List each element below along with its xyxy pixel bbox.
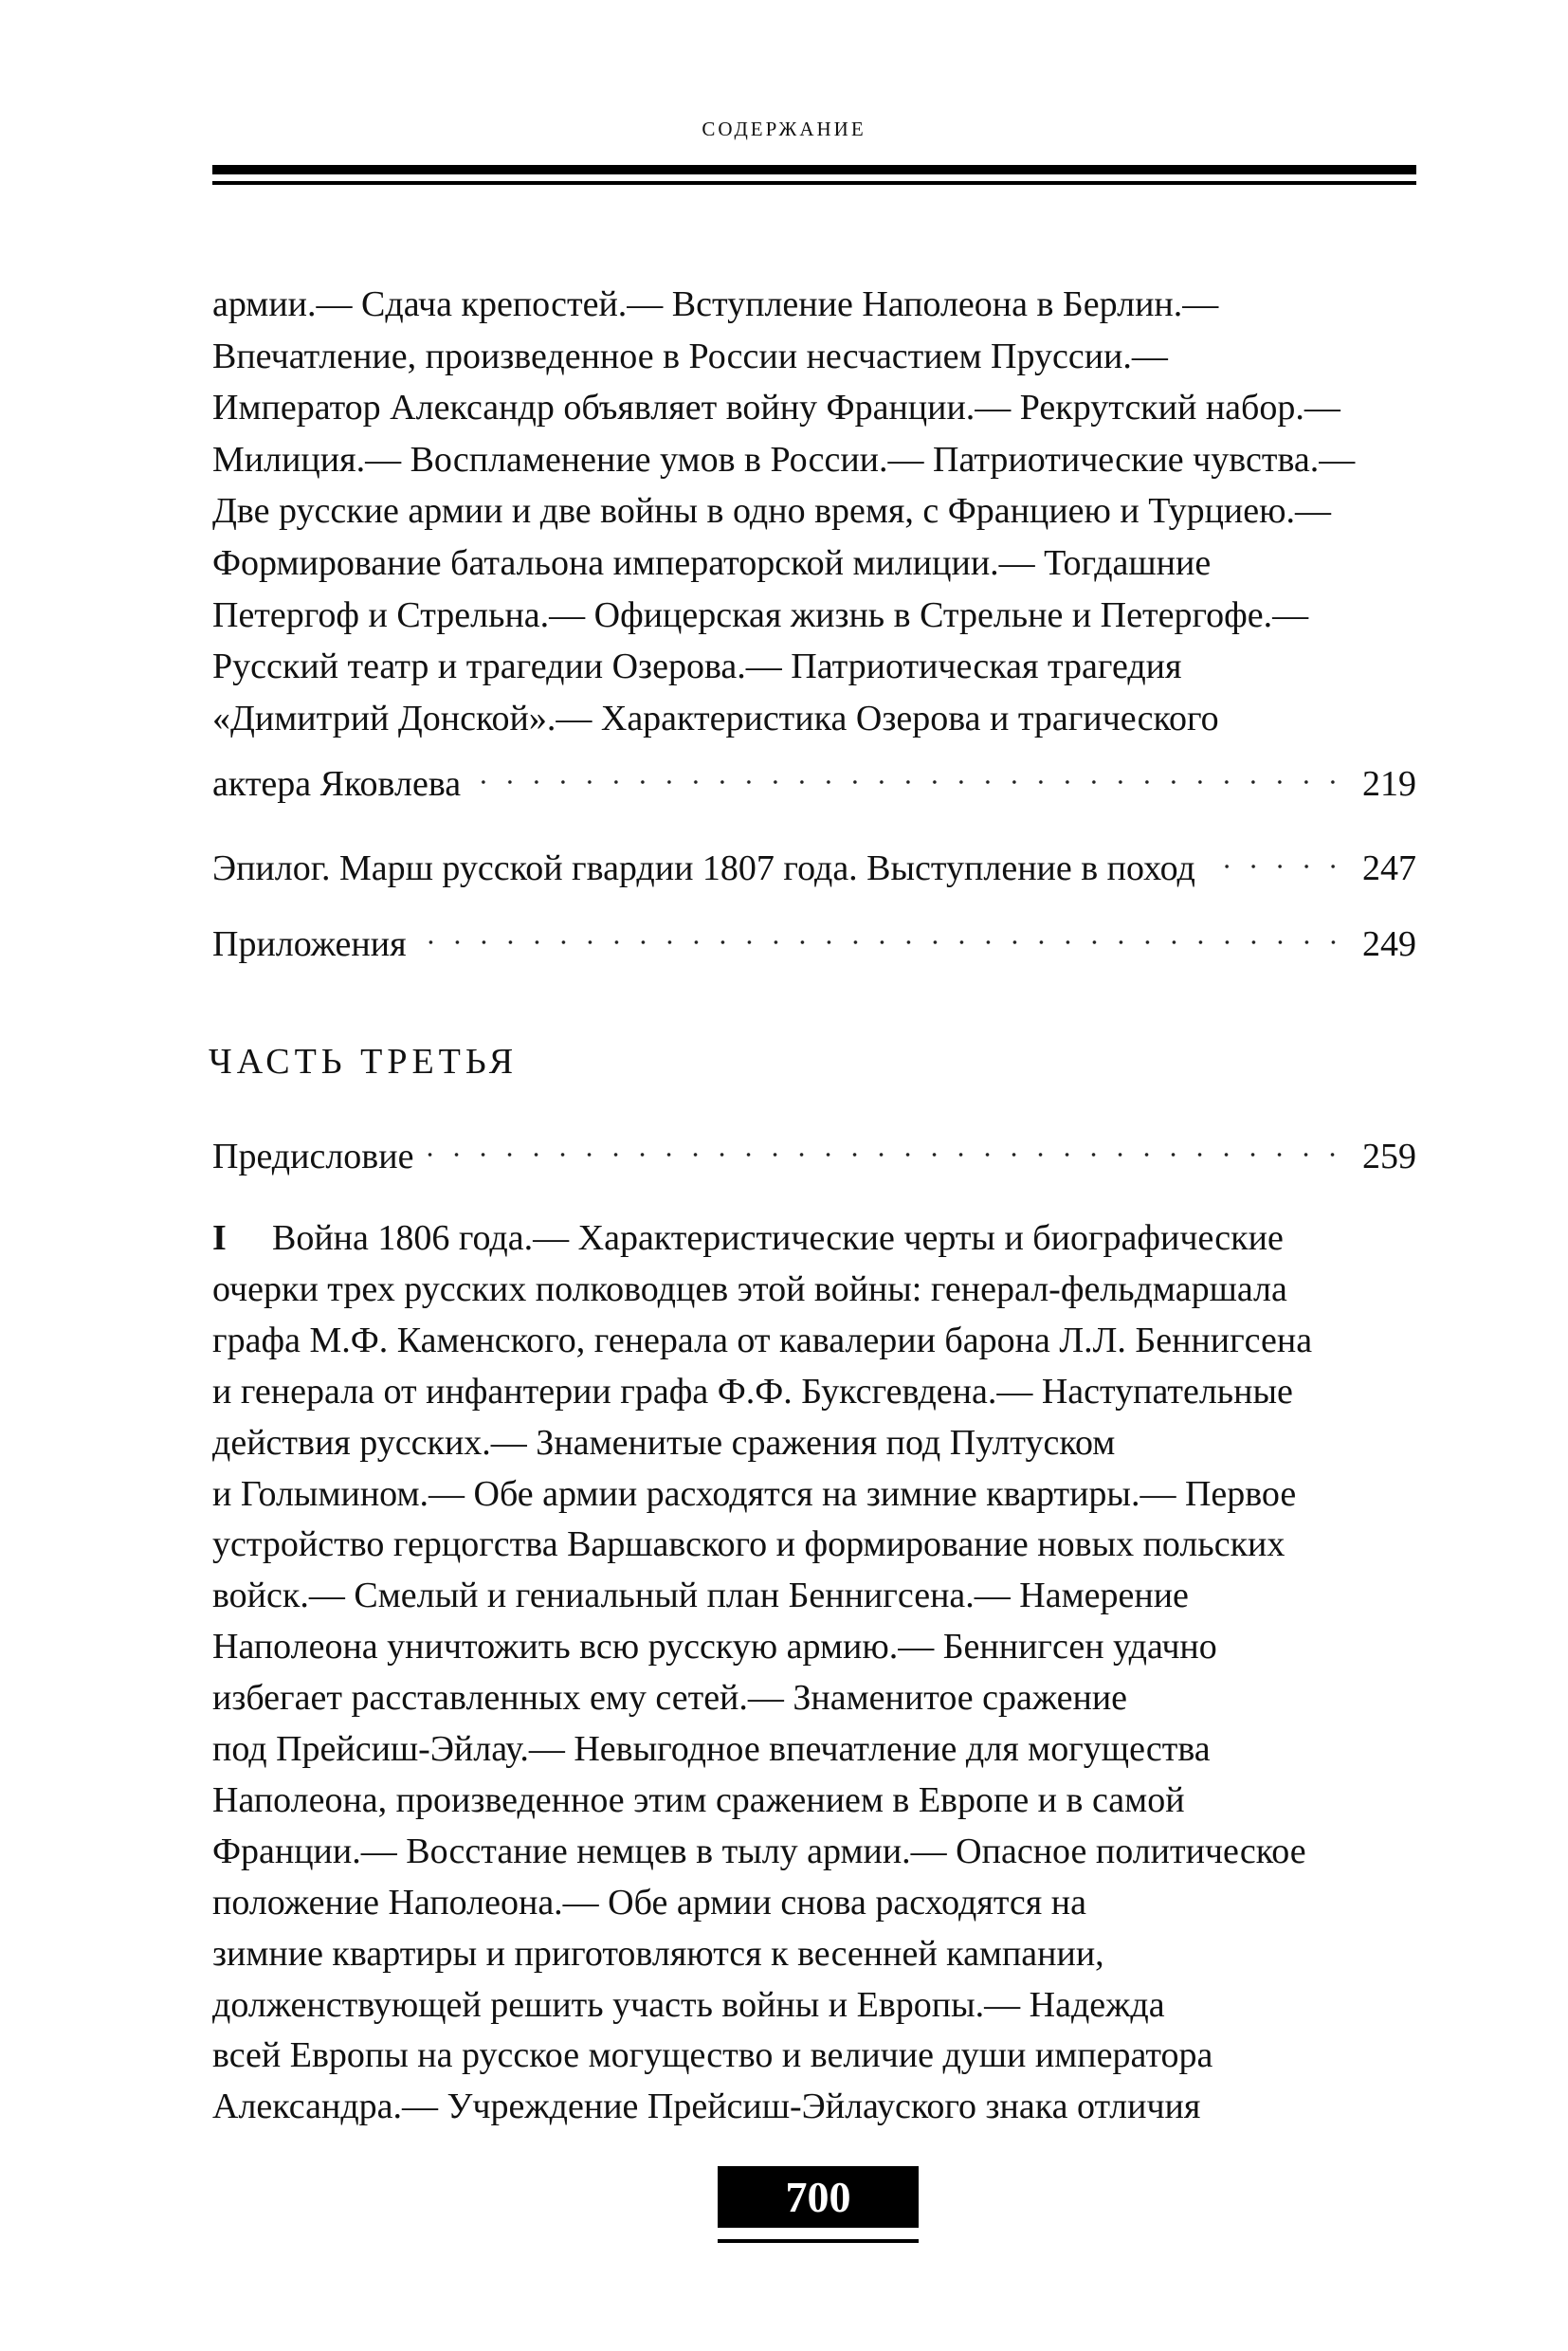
toc-text-line: зимние квартиры и приготовляются к весенней кампании, bbox=[212, 1933, 1104, 1974]
toc-text-line: долженствующей решить участь войны и Европы.— Надежда bbox=[212, 1984, 1165, 2025]
toc-text-line: и Голымином.— Обе армии расходятся на зимние квартиры.— Первое bbox=[212, 1473, 1297, 1514]
toc-text-line: графа М.Ф. Каменского, генерала от кавалерии барона Л.Л. Беннигсена bbox=[212, 1320, 1313, 1360]
header-rule-thin bbox=[212, 181, 1416, 185]
dot-leader bbox=[427, 1117, 1346, 1168]
toc-text-line: Милиция.— Воспламенение умов в России.— Патриотические чувства.— bbox=[212, 439, 1356, 480]
toc-text-line: Наполеона, произведенное этим сражением в Европе и в самой bbox=[212, 1779, 1185, 1820]
toc-text-line: Франции.— Восстание немцев в тылу армии.— Опасное политическое bbox=[212, 1831, 1306, 1871]
toc-text-line: Император Александр объявляет войну Франции.— Рекрутский набор.— bbox=[212, 388, 1340, 428]
dot-leader bbox=[474, 744, 1346, 795]
toc-text-line: положение Наполеона.— Обе армии снова расходятся на bbox=[212, 1882, 1086, 1923]
toc-entry-epilogue[interactable] bbox=[212, 829, 1416, 888]
toc-entry-preface[interactable] bbox=[212, 1117, 1416, 1176]
toc-text-line: устройство герцогства Варшавского и формирование новых польских bbox=[212, 1524, 1285, 1565]
page-number: 247 bbox=[1362, 848, 1416, 888]
toc-text-line: армии.— Сдача крепостей.— Вступление Наполеона в Берлин.— bbox=[212, 284, 1219, 324]
running-head: СОДЕРЖАНИЕ bbox=[702, 118, 866, 140]
toc-entry-last-line[interactable] bbox=[212, 744, 1416, 804]
dot-leader bbox=[420, 904, 1346, 956]
toc-text-line: Петергоф и Стрельна.— Офицерская жизнь в Стрельне и Петергофе.— bbox=[212, 594, 1309, 635]
toc-text-line: Война 1806 года.— Характеристические черты и биографические bbox=[272, 1218, 1284, 1258]
toc-text-line: войск.— Смелый и гениальный план Беннигсена.— Намерение bbox=[212, 1576, 1189, 1616]
part-title: ЧАСТЬ ТРЕТЬЯ bbox=[209, 1042, 519, 1082]
toc-text-line: под Прейсиш-Эйлау.— Невыгодное впечатление для могущества bbox=[212, 1729, 1211, 1769]
chapter-numeral: I bbox=[212, 1218, 227, 1258]
entry-label: актера Яковлева bbox=[212, 764, 462, 804]
header-rule-thick bbox=[212, 165, 1416, 174]
toc-text-line: и генерала от инфантерии графа Ф.Ф. Буксгевдена.— Наступательные bbox=[212, 1371, 1293, 1412]
toc-text-line: Две русские армии и две войны в одно время, с Франциею и Турциею.— bbox=[212, 491, 1332, 532]
toc-text-line: Александра.— Учреждение Прейсиш-Эйлауского знака отличия bbox=[212, 2087, 1201, 2127]
page-number: 219 bbox=[1362, 764, 1416, 804]
toc-text-line: «Димитрий Донской».— Характеристика Озерова и трагического bbox=[212, 698, 1219, 738]
toc-text-line: очерки трех русских полководцев этой войны: генерал-фельдмаршала bbox=[212, 1268, 1287, 1309]
toc-text-line: Впечатление, произведенное в России несчастием Пруссии.— bbox=[212, 336, 1168, 376]
toc-text-line: всей Европы на русское могущество и величие души императора bbox=[212, 2035, 1213, 2076]
entry-label: Приложения bbox=[212, 924, 407, 964]
toc-entry-appendices[interactable] bbox=[212, 904, 1416, 964]
folio-rule bbox=[718, 2239, 919, 2243]
dot-leader bbox=[1209, 829, 1346, 880]
toc-text-line: действия русских.— Знаменитые сражения под Пултуском bbox=[212, 1422, 1116, 1463]
toc-text-line: избегает расставленных ему сетей.— Знаменитое сражение bbox=[212, 1678, 1128, 1719]
page-folio: 700 bbox=[718, 2166, 919, 2228]
entry-label: Эпилог. Марш русской гвардии 1807 года. Выступление в поход bbox=[212, 848, 1195, 888]
page-number: 249 bbox=[1362, 924, 1416, 964]
toc-text-line: Наполеона уничтожить всю русскую армию.— Беннигсен удачно bbox=[212, 1627, 1217, 1668]
page-number: 259 bbox=[1362, 1137, 1416, 1176]
toc-text-line: Русский театр и трагедии Озерова.— Патриотическая трагедия bbox=[212, 647, 1182, 687]
toc-text-line: Формирование батальона императорской милиции.— Тогдашние bbox=[212, 543, 1212, 583]
entry-label: Предисловие bbox=[212, 1137, 414, 1176]
